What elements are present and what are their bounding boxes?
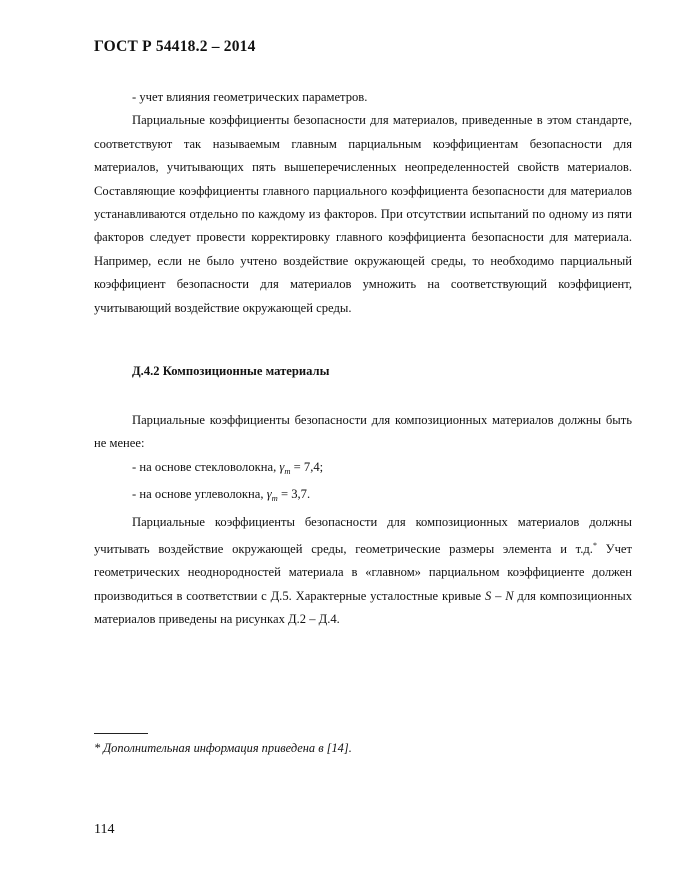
paragraph-text: Учет геометрических неоднородностей материала в «главном» парциальном коэффициенте должен производиться в соответствии с Д.5. Характерные усталостные кривые	[94, 542, 633, 603]
list-item: - учет влияния геометрических параметров.	[132, 90, 368, 104]
gamma-symbol: γ	[279, 459, 285, 474]
paragraph-text: Парциальные коэффициенты безопасности для композиционных материалов должны учитывать воздействие окружающей среды, геометрические размеры элемента и т.д.	[94, 514, 632, 557]
paragraph: Парциальные коэффициенты безопасности для композиционных материалов должны быть не менее:	[94, 413, 632, 451]
document-header: ГОСТ Р 54418.2 – 2014	[94, 38, 256, 55]
footnote-mark: *	[592, 541, 597, 551]
text-block-1	[94, 86, 632, 320]
page-number: 114	[94, 822, 115, 837]
footnote: * Дополнительная информация приведена в [14].	[94, 741, 352, 755]
list-item-text: - на основе углеволокна,	[132, 487, 267, 502]
gamma-symbol: γ	[266, 487, 272, 502]
gamma-subscript: m	[284, 465, 291, 476]
gamma-subscript: m	[271, 493, 278, 504]
paragraph: Парциальные коэффициенты безопасности для материалов, приведенные в этом стандарте, соответствуют так называемым главным парциальным коэффициентам безопасности для материалов, учитывающих пять вышеперечисленных неопределенностей свойств материалов. Составляющие коэффициенты главного парциального коэффициента безопасности для материалов устанавливаются отдельно по каждому из факторов. При отсутствии испытаний по одному из пяти факторов следует провести корректировку главного коэффициента безопасности для материала. Например, если не было учтено воздействие окружающей среды, то необходимо парциальный коэффициент безопасности для материалов умножить на соответствующий коэффициент, учитывающий воздействие окружающей среды.	[94, 113, 632, 315]
variable-n: N	[505, 588, 514, 603]
text-block-2	[94, 409, 632, 632]
paragraph-text: для композиционных материалов приведены на рисунках Д.2 – Д.4.	[94, 588, 632, 627]
list-item	[94, 456, 632, 483]
variable-s: S	[484, 588, 492, 603]
list-item-value: = 7,4;	[293, 459, 324, 474]
list-item-text: - на основе стекловолокна,	[132, 459, 280, 474]
list-item	[94, 483, 632, 510]
section-heading: Д.4.2 Композиционные материалы	[132, 364, 330, 378]
paragraph	[94, 511, 632, 632]
footnote-divider	[94, 733, 148, 734]
list-item-value: = 3,7.	[280, 487, 311, 502]
dash: –	[491, 588, 506, 603]
